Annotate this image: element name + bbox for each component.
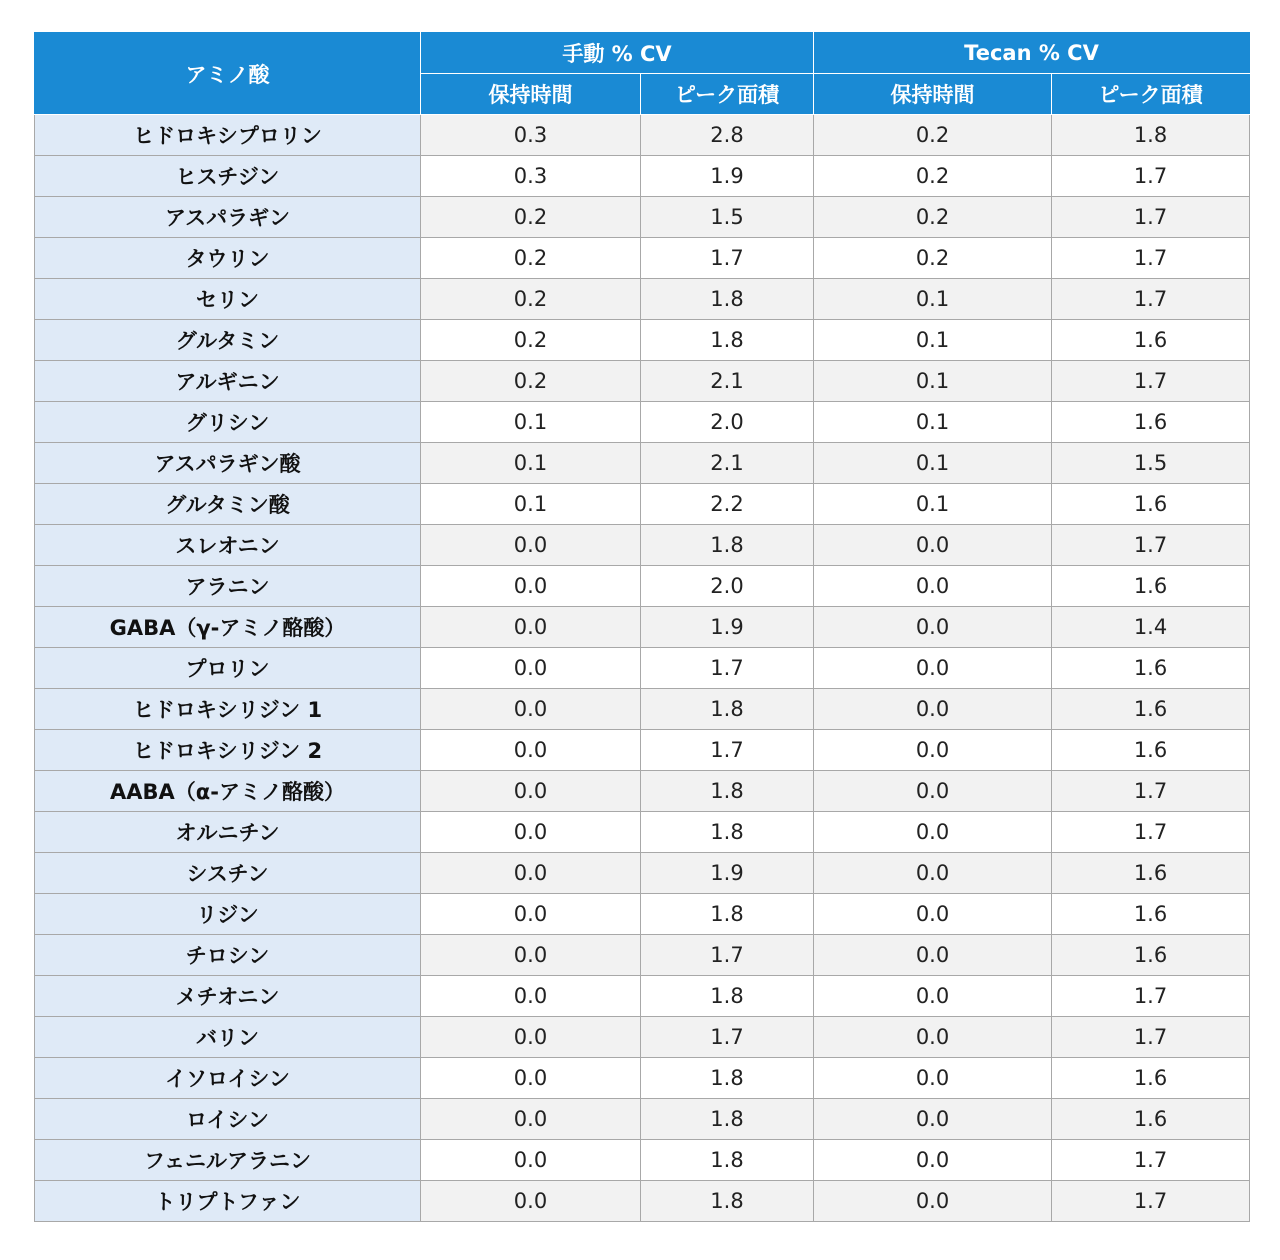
table-row [35, 115, 1250, 156]
table-row [35, 853, 1250, 894]
tecan-retention-time-cell: 0.0 [814, 894, 1052, 935]
amino-acid-name: アスパラギン [35, 197, 421, 238]
manual-peak-area-cell: 1.8 [641, 771, 814, 812]
tecan-retention-time-cell: 0.2 [814, 115, 1052, 156]
manual-retention-time-cell: 0.3 [421, 156, 641, 197]
manual-retention-time-cell: 0.2 [421, 361, 641, 402]
tecan-retention-time-cell: 0.0 [814, 1181, 1052, 1222]
tecan-cv-header: Tecan % CV [814, 33, 1250, 74]
tecan-retention-time-cell: 0.0 [814, 648, 1052, 689]
tecan-retention-time-cell: 0.1 [814, 361, 1052, 402]
manual-peak-area-cell: 1.8 [641, 320, 814, 361]
manual-peak-area-cell: 1.7 [641, 648, 814, 689]
tecan-retention-time-cell: 0.2 [814, 156, 1052, 197]
tecan-peak-area-cell: 1.7 [1052, 812, 1250, 853]
tecan-retention-time-cell: 0.1 [814, 320, 1052, 361]
manual-peak-area-cell: 1.8 [641, 1181, 814, 1222]
manual-peak-area-cell: 1.8 [641, 1099, 814, 1140]
tecan-retention-time-cell: 0.0 [814, 1140, 1052, 1181]
table-row [35, 443, 1250, 484]
table-row [35, 935, 1250, 976]
tecan-peak-area-cell: 1.6 [1052, 1058, 1250, 1099]
tecan-peak-area-cell: 1.6 [1052, 320, 1250, 361]
manual-retention-time-cell: 0.1 [421, 402, 641, 443]
manual-retention-time-cell: 0.0 [421, 607, 641, 648]
manual-retention-time-cell: 0.2 [421, 238, 641, 279]
amino-acid-name: ヒドロキシリジン 1 [35, 689, 421, 730]
amino-acid-name: AABA（α-アミノ酪酸） [35, 771, 421, 812]
tecan-peak-area-cell: 1.6 [1052, 730, 1250, 771]
tecan-peak-area-cell: 1.7 [1052, 525, 1250, 566]
amino-acid-name: GABA（γ-アミノ酪酸） [35, 607, 421, 648]
tecan-retention-time-cell: 0.0 [814, 935, 1052, 976]
table-row [35, 1058, 1250, 1099]
amino-acid-name: ロイシン [35, 1099, 421, 1140]
amino-acid-name: フェニルアラニン [35, 1140, 421, 1181]
tecan-retention-time-cell: 0.0 [814, 853, 1052, 894]
manual-retention-time-cell: 0.0 [421, 1017, 641, 1058]
manual-peak-area-cell: 1.7 [641, 1017, 814, 1058]
tecan-peak-area-cell: 1.7 [1052, 238, 1250, 279]
manual-peak-area-cell: 1.9 [641, 156, 814, 197]
manual-retention-time-cell: 0.0 [421, 976, 641, 1017]
tecan-retention-time-cell: 0.0 [814, 689, 1052, 730]
tecan-peak-area-cell: 1.7 [1052, 1181, 1250, 1222]
amino-acid-name: イソロイシン [35, 1058, 421, 1099]
amino-acid-name: プロリン [35, 648, 421, 689]
tecan-retention-time-cell: 0.0 [814, 1058, 1052, 1099]
table-row [35, 279, 1250, 320]
tecan-retention-time-cell: 0.0 [814, 771, 1052, 812]
amino-acid-name: ヒスチジン [35, 156, 421, 197]
manual-retention-time-cell: 0.3 [421, 115, 641, 156]
manual-peak-area-cell: 2.0 [641, 402, 814, 443]
table-row [35, 730, 1250, 771]
table-row [35, 812, 1250, 853]
tecan-retention-time-cell: 0.1 [814, 484, 1052, 525]
tecan-peak-area-cell: 1.7 [1052, 361, 1250, 402]
table-row [35, 361, 1250, 402]
tecan-peak-area-cell: 1.4 [1052, 607, 1250, 648]
table-row [35, 1017, 1250, 1058]
manual-retention-time-cell: 0.0 [421, 525, 641, 566]
amino-acid-name: アラニン [35, 566, 421, 607]
table-row [35, 238, 1250, 279]
tecan-peak-area-cell: 1.7 [1052, 1017, 1250, 1058]
tecan-peak-area-cell: 1.6 [1052, 484, 1250, 525]
manual-peak-area-cell: 1.8 [641, 1140, 814, 1181]
cv-comparison-table [34, 32, 1250, 1222]
manual-peak-area-cell: 1.7 [641, 730, 814, 771]
tecan-retention-time-cell: 0.0 [814, 1099, 1052, 1140]
tecan-retention-time-cell: 0.0 [814, 730, 1052, 771]
table-row [35, 197, 1250, 238]
table-row [35, 484, 1250, 525]
manual-peak-area-cell: 1.8 [641, 812, 814, 853]
manual-retention-time-header: 保持時間 [421, 74, 641, 115]
tecan-peak-area-cell: 1.7 [1052, 771, 1250, 812]
table-body [35, 115, 1250, 1222]
tecan-peak-area-cell: 1.6 [1052, 402, 1250, 443]
manual-retention-time-cell: 0.0 [421, 812, 641, 853]
tecan-retention-time-cell: 0.0 [814, 976, 1052, 1017]
amino-acid-header: アミノ酸 [35, 33, 421, 115]
table-row [35, 156, 1250, 197]
manual-retention-time-cell: 0.0 [421, 771, 641, 812]
tecan-retention-time-cell: 0.0 [814, 1017, 1052, 1058]
tecan-peak-area-cell: 1.7 [1052, 976, 1250, 1017]
tecan-retention-time-cell: 0.1 [814, 402, 1052, 443]
manual-peak-area-cell: 2.2 [641, 484, 814, 525]
table-row [35, 1099, 1250, 1140]
table-row [35, 1181, 1250, 1222]
table-row [35, 976, 1250, 1017]
tecan-peak-area-cell: 1.6 [1052, 566, 1250, 607]
header-row-groups [35, 33, 1250, 74]
manual-peak-area-cell: 1.8 [641, 689, 814, 730]
amino-acid-name: グルタミン [35, 320, 421, 361]
manual-peak-area-cell: 1.8 [641, 279, 814, 320]
tecan-retention-time-cell: 0.2 [814, 197, 1052, 238]
tecan-peak-area-cell: 1.6 [1052, 935, 1250, 976]
amino-acid-name: トリプトファン [35, 1181, 421, 1222]
manual-peak-area-cell: 1.9 [641, 607, 814, 648]
manual-peak-area-cell: 1.8 [641, 1058, 814, 1099]
table-row [35, 771, 1250, 812]
tecan-peak-area-header: ピーク面積 [1052, 74, 1250, 115]
manual-retention-time-cell: 0.2 [421, 320, 641, 361]
manual-peak-area-cell: 1.7 [641, 238, 814, 279]
manual-cv-header: 手動 % CV [421, 33, 814, 74]
tecan-peak-area-cell: 1.5 [1052, 443, 1250, 484]
amino-acid-name: グルタミン酸 [35, 484, 421, 525]
tecan-peak-area-cell: 1.6 [1052, 853, 1250, 894]
manual-peak-area-cell: 1.8 [641, 525, 814, 566]
manual-peak-area-cell: 1.5 [641, 197, 814, 238]
tecan-retention-time-cell: 0.1 [814, 279, 1052, 320]
amino-acid-name: シスチン [35, 853, 421, 894]
manual-retention-time-cell: 0.0 [421, 1099, 641, 1140]
tecan-peak-area-cell: 1.6 [1052, 689, 1250, 730]
manual-peak-area-cell: 2.1 [641, 443, 814, 484]
manual-peak-area-cell: 1.7 [641, 935, 814, 976]
amino-acid-name: メチオニン [35, 976, 421, 1017]
table-row [35, 566, 1250, 607]
table-row [35, 320, 1250, 361]
table-row [35, 525, 1250, 566]
tecan-peak-area-cell: 1.7 [1052, 1140, 1250, 1181]
manual-retention-time-cell: 0.0 [421, 566, 641, 607]
manual-retention-time-cell: 0.0 [421, 730, 641, 771]
manual-peak-area-cell: 1.9 [641, 853, 814, 894]
manual-peak-area-cell: 2.8 [641, 115, 814, 156]
amino-acid-name: アスパラギン酸 [35, 443, 421, 484]
amino-acid-name: チロシン [35, 935, 421, 976]
manual-retention-time-cell: 0.0 [421, 648, 641, 689]
manual-retention-time-cell: 0.0 [421, 1058, 641, 1099]
manual-retention-time-cell: 0.1 [421, 484, 641, 525]
manual-retention-time-cell: 0.0 [421, 853, 641, 894]
manual-retention-time-cell: 0.0 [421, 894, 641, 935]
amino-acid-name: ヒドロキシリジン 2 [35, 730, 421, 771]
tecan-peak-area-cell: 1.6 [1052, 648, 1250, 689]
manual-retention-time-cell: 0.0 [421, 1140, 641, 1181]
manual-peak-area-cell: 2.1 [641, 361, 814, 402]
table-row [35, 1140, 1250, 1181]
amino-acid-name: オルニチン [35, 812, 421, 853]
manual-peak-area-cell: 2.0 [641, 566, 814, 607]
tecan-retention-time-header: 保持時間 [814, 74, 1052, 115]
tecan-peak-area-cell: 1.7 [1052, 156, 1250, 197]
manual-peak-area-cell: 1.8 [641, 976, 814, 1017]
amino-acid-name: グリシン [35, 402, 421, 443]
tecan-retention-time-cell: 0.2 [814, 238, 1052, 279]
table-header [35, 33, 1250, 115]
amino-acid-name: アルギニン [35, 361, 421, 402]
amino-acid-name: セリン [35, 279, 421, 320]
amino-acid-name: ヒドロキシプロリン [35, 115, 421, 156]
manual-retention-time-cell: 0.2 [421, 197, 641, 238]
table-row [35, 648, 1250, 689]
tecan-retention-time-cell: 0.1 [814, 443, 1052, 484]
tecan-retention-time-cell: 0.0 [814, 566, 1052, 607]
table-row [35, 689, 1250, 730]
tecan-retention-time-cell: 0.0 [814, 525, 1052, 566]
manual-retention-time-cell: 0.0 [421, 1181, 641, 1222]
amino-acid-name: バリン [35, 1017, 421, 1058]
tecan-peak-area-cell: 1.8 [1052, 115, 1250, 156]
manual-peak-area-cell: 1.8 [641, 894, 814, 935]
amino-acid-name: スレオニン [35, 525, 421, 566]
amino-acid-name: リジン [35, 894, 421, 935]
tecan-retention-time-cell: 0.0 [814, 812, 1052, 853]
manual-retention-time-cell: 0.1 [421, 443, 641, 484]
table-row [35, 607, 1250, 648]
manual-retention-time-cell: 0.0 [421, 935, 641, 976]
amino-acid-name: タウリン [35, 238, 421, 279]
tecan-retention-time-cell: 0.0 [814, 607, 1052, 648]
tecan-peak-area-cell: 1.7 [1052, 279, 1250, 320]
tecan-peak-area-cell: 1.7 [1052, 197, 1250, 238]
tecan-peak-area-cell: 1.6 [1052, 1099, 1250, 1140]
manual-peak-area-header: ピーク面積 [641, 74, 814, 115]
manual-retention-time-cell: 0.0 [421, 689, 641, 730]
table-row [35, 894, 1250, 935]
manual-retention-time-cell: 0.2 [421, 279, 641, 320]
table-row [35, 402, 1250, 443]
tecan-peak-area-cell: 1.6 [1052, 894, 1250, 935]
